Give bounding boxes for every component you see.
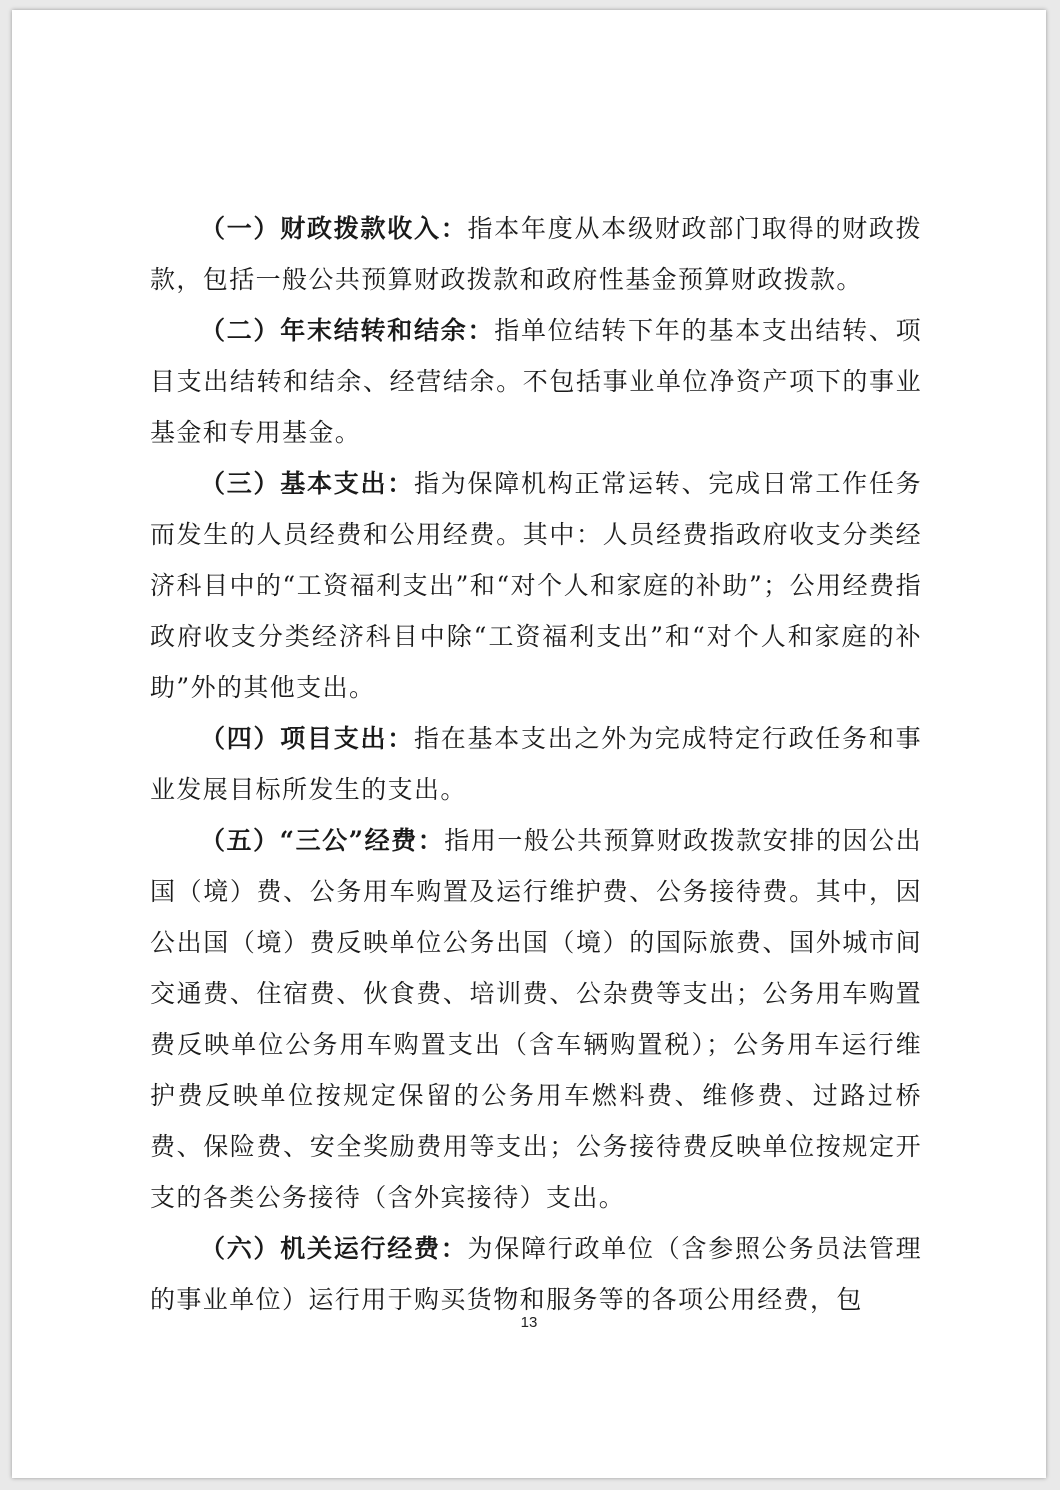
term-definition: 指用一般公共预算财政拨款安排的因公出国（境）费、公务用车购置及运行维护费、公务接待费。其中，因公出国（境）费反映单位公务出国（境）的国际旅费、国外城市间交通费、住宿费、伙食费、培训费、公杂费等支出；公务用车购置费反映单位公务用车购置支出（含车辆购置税）；公务用车运行维护费反映单位按规定保留的公务用车燃料费、维修费、过路过桥费、保险费、安全奖励费用等支出；公务接待费反映单位按规定开支的各类公务接待（含外宾接待）支出。 bbox=[150, 826, 923, 1212]
term-definition: 指本年度从本级财政部门取得的财政拨款，包括一般公共预算财政拨款和政府性基金预算财政拨款。 bbox=[150, 214, 922, 294]
term-label: （二）年末结转和结余： bbox=[200, 316, 495, 345]
paragraph-year-end-carryover bbox=[150, 305, 922, 458]
page-content bbox=[150, 203, 922, 1325]
term-label: （四）项目支出： bbox=[200, 724, 415, 753]
paragraph-three-public-expenses bbox=[150, 815, 922, 1223]
paragraph-basic-expenditure bbox=[150, 458, 922, 713]
term-label: （一）财政拨款收入： bbox=[200, 214, 468, 243]
term-label: （五）“三公”经费： bbox=[200, 826, 445, 855]
paragraph-agency-operating-expenses bbox=[150, 1223, 922, 1325]
page-number: 13 bbox=[520, 1314, 538, 1331]
term-label: （六）机关运行经费： bbox=[200, 1234, 468, 1263]
document-page bbox=[12, 10, 1046, 1478]
term-definition: 为保障行政单位（含参照公务员法管理的事业单位）运行用于购买货物和服务等的各项公用经费，包 bbox=[150, 1234, 922, 1314]
term-definition: 指为保障机构正常运转、完成日常工作任务而发生的人员经费和公用经费。其中：人员经费指政府收支分类经济科目中的“工资福利支出”和“对个人和家庭的补助”；公用经费指政府收支分类经济科目中除“工资福利支出”和“对个人和家庭的补助”外的其他支出。 bbox=[150, 469, 922, 702]
term-label: （三）基本支出： bbox=[200, 469, 415, 498]
paragraph-project-expenditure bbox=[150, 713, 922, 815]
term-definition: 指在基本支出之外为完成特定行政任务和事业发展目标所发生的支出。 bbox=[150, 724, 922, 804]
paragraph-fiscal-appropriation-income bbox=[150, 203, 922, 305]
term-definition: 指单位结转下年的基本支出结转、项目支出结转和结余、经营结余。不包括事业单位净资产项下的事业基金和专用基金。 bbox=[150, 316, 922, 447]
